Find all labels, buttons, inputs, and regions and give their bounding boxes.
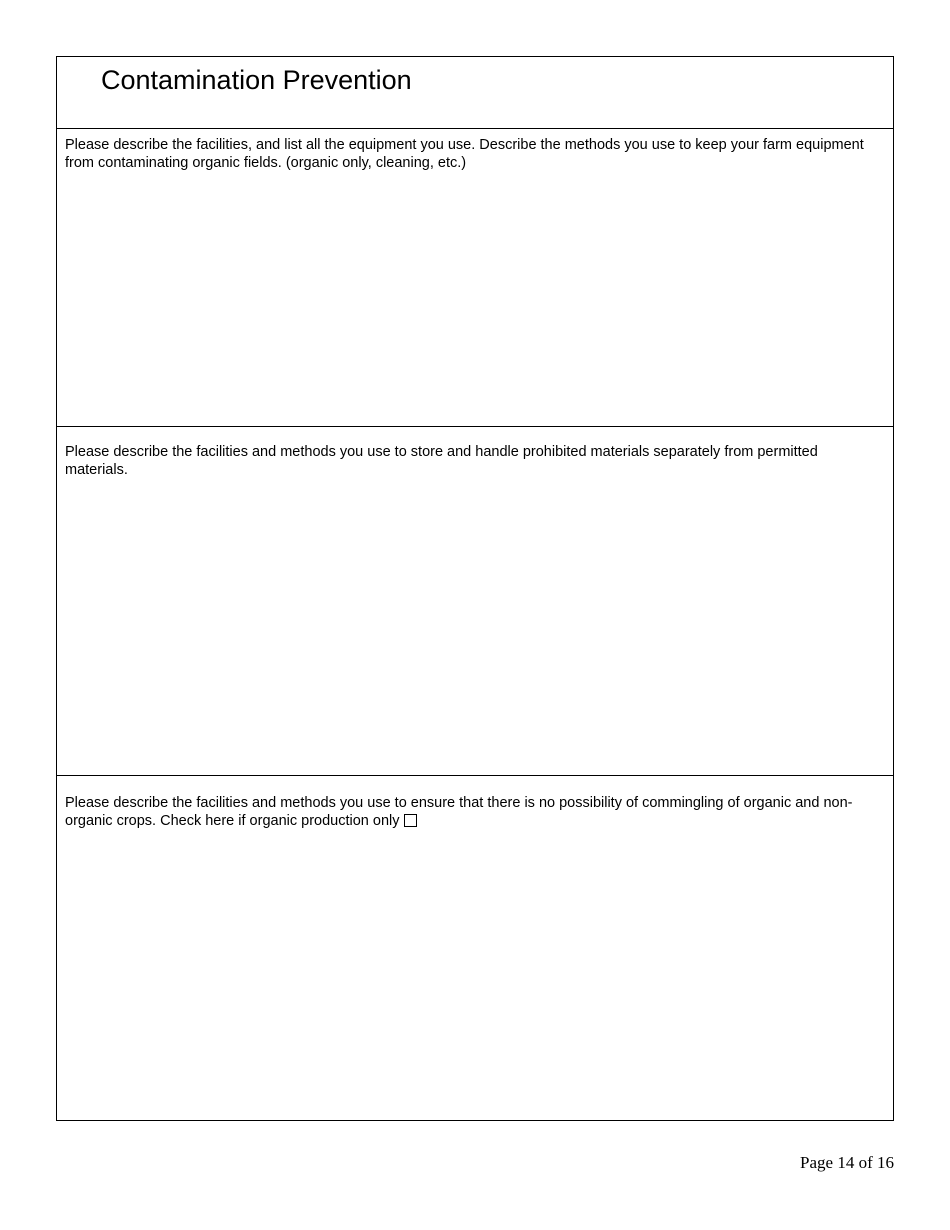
question-text-prohibited-materials	[65, 443, 865, 479]
question-text-equipment	[65, 136, 865, 172]
question-text-equipment-content: Please describe the facilities, and list all the equipment you use. Describe the methods you use to keep your farm equipment from contaminating organic fields. (organic only, cleaning, etc.)	[65, 137, 864, 171]
answer-area-equipment[interactable]	[65, 181, 885, 420]
question-text-prohibited-materials-content: Please describe the facilities and methods you use to store and handle prohibited materials separately from permitted materials.	[65, 444, 818, 478]
question-text-commingling	[65, 794, 865, 830]
section-header	[57, 57, 893, 129]
question-box-equipment	[57, 129, 893, 427]
form-frame	[56, 56, 894, 1121]
question-text-commingling-content: Please describe the facilities and methods you use to ensure that there is no possibility of commingling of organic and non-organic crops. Check here if organic production only	[65, 795, 853, 829]
organic-only-checkbox[interactable]	[404, 814, 417, 827]
question-box-commingling	[57, 776, 893, 1120]
answer-area-commingling[interactable]	[65, 840, 885, 1114]
answer-area-prohibited-materials[interactable]	[65, 489, 885, 769]
page-number: Page 14 of 16	[800, 1153, 894, 1172]
section-title: Contamination Prevention	[101, 65, 412, 95]
question-box-prohibited-materials	[57, 427, 893, 776]
